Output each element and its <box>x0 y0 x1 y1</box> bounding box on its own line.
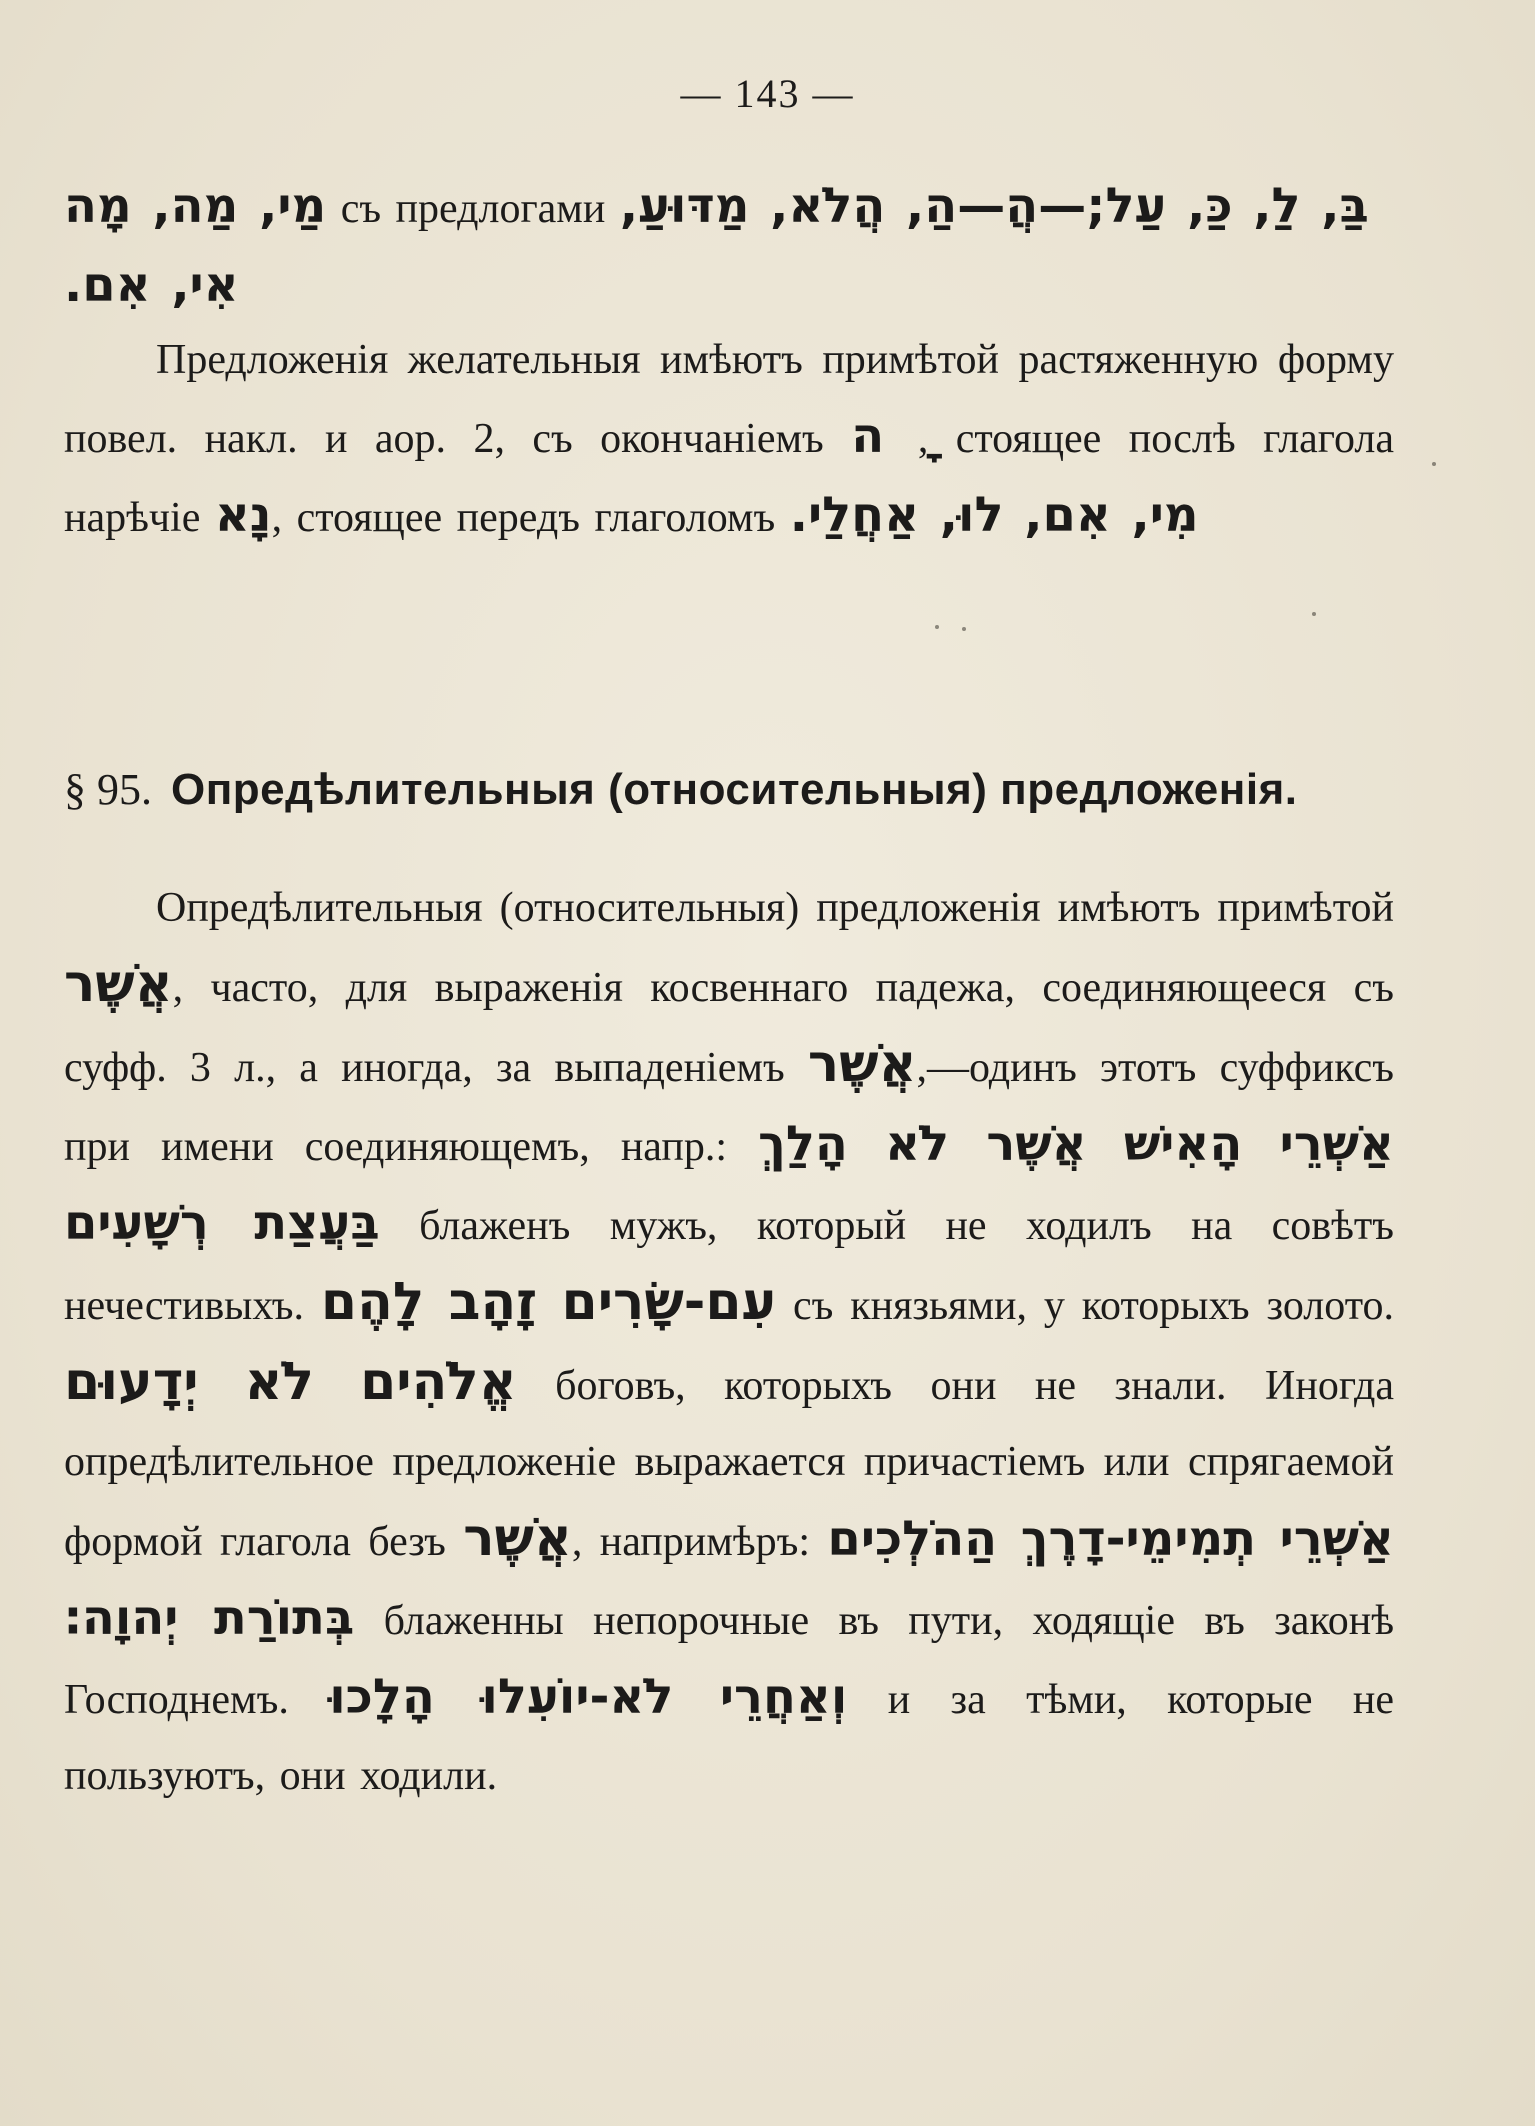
hebrew-example-psalm-119: אַשְׁרֵי תְמִימֵי-דָרֶךְ הַהֹלְכִים בְּתוֹרַת יְהוָה׃ <box>64 1511 1394 1646</box>
hebrew-asher: אֲשֶׁר <box>64 954 173 1014</box>
paragraph-text: съ князьями, у которыхъ золото. <box>776 1283 1394 1329</box>
hebrew-asher: אֲשֶׁר <box>807 1034 917 1094</box>
hebrew-particle-na: נָא <box>214 487 272 543</box>
hebrew-interrogatives: מַי, מַה, מָה <box>64 178 327 234</box>
hebrew-optative-particles: מִי, אִם, לוּ, אַחֲלַי. <box>789 487 1199 543</box>
paragraph-text: блаженъ мужъ, который не ходилъ на совѣтъ нечестивыхъ. <box>64 1203 1394 1329</box>
paragraph-text: , часто, для выраженія косвеннаго падежа, соединяющееся съ суфф. 3 л., а иногда, за выпаденіемъ <box>64 965 1394 1091</box>
hebrew-example-gods: אֱלֹהִים לֹא יְדָעוּם <box>64 1352 517 1412</box>
paragraph-text: , стоящее послѣ глагола нарѣчіе <box>64 416 1395 541</box>
hebrew-suffix: ָ ה <box>851 408 918 464</box>
print-speck <box>962 627 966 631</box>
hebrew-prepositions: בַּ, לַ, כַּ, עַל;—הֲ—הַ, הֲלֹא, מַדּוּעַ, <box>619 178 1369 234</box>
paragraph-text: , стоящее передъ глаголомъ <box>271 495 790 541</box>
paragraph-text: ,—одинъ этотъ суффиксъ при имени соединяющемъ, напр.: <box>64 1045 1394 1170</box>
section-number: § 95. <box>64 765 152 814</box>
section-heading <box>64 752 1394 828</box>
hebrew-example-psalm-1: אַשְׁרֵי הָאִישׁ אֲשֶׁר לֹא הָלַךְ בַּעֲצַת רְשָׁעִים <box>64 1116 1394 1251</box>
hebrew-example-princes: עִם-שָׂרִים זָהָב לָהֶם <box>320 1272 777 1332</box>
hebrew-conditionals: אִי, אִם. <box>64 257 239 313</box>
paragraph-text: Предложенія желательныя имѣютъ примѣтой растяженную форму повел. накл. и аор. 2, съ окончаніемъ <box>64 337 1394 462</box>
paragraph-text: боговъ, которыхъ они не знали. Иногда опредѣлительное предложеніе выражается причастіемъ или спрягаемой формой глагола безъ <box>64 1363 1394 1565</box>
print-speck <box>935 625 939 629</box>
paragraph-text: , напримѣръ: <box>571 1519 828 1565</box>
paragraph-text: и за тѣми, которые не пользуютъ, они ходили. <box>64 1677 1395 1799</box>
section-title: Опредѣлительныя (относительныя) предложенія. <box>171 765 1298 814</box>
page-number: — 143 — <box>680 71 855 116</box>
paragraph-optative-sentences <box>64 322 1394 556</box>
paragraph-text: блаженны непорочные въ пути, ходящіе въ законѣ Господнемъ. <box>64 1598 1394 1723</box>
paragraph-relative-clauses <box>64 870 1394 1814</box>
print-speck <box>1432 462 1436 466</box>
paragraph-interrogative-particles <box>64 168 1394 326</box>
paragraph-text: съ предлогами <box>326 186 620 232</box>
print-speck <box>1312 612 1316 616</box>
paragraph-text: Опредѣлительныя (относительныя) предложенія имѣютъ примѣтой <box>156 885 1394 931</box>
hebrew-example-jeremiah: וְאַחֲרֵי לֹא-יוֹעִלוּ הָלָכוּ <box>329 1669 848 1725</box>
hebrew-asher: אֲשֶׁר <box>463 1508 572 1568</box>
